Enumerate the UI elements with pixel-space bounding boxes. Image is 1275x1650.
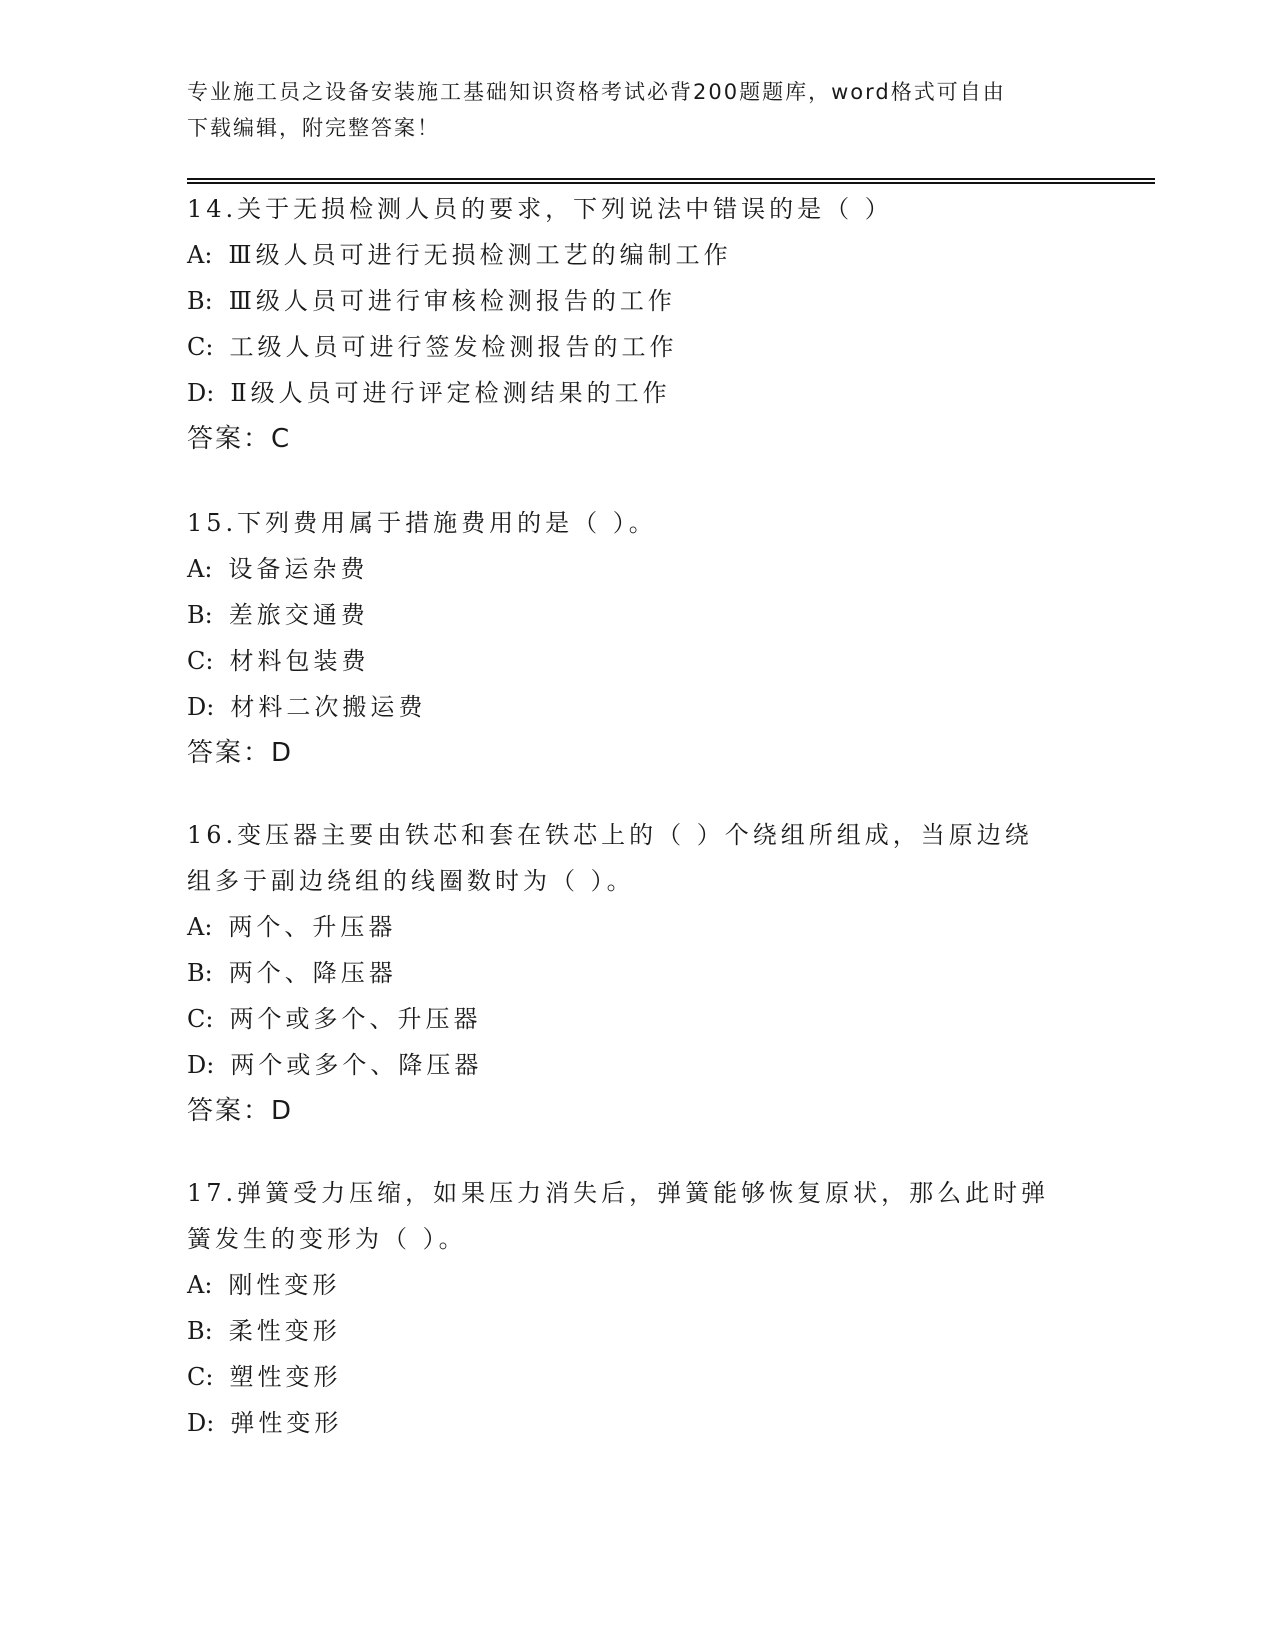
header-line-1: 专业施工员之设备安装施工基础知识资格考试必背200题题库，word格式可自由 bbox=[187, 80, 1006, 104]
question-14 bbox=[187, 186, 1087, 462]
answer-label: 答案：D bbox=[187, 738, 294, 768]
question-15 bbox=[187, 500, 1087, 776]
option-c: C: 塑性变形 bbox=[187, 1363, 342, 1391]
question-stem-line-1: 16.变压器主要由铁芯和套在铁芯上的（ ）个绕组所组成，当原边绕 bbox=[187, 821, 1033, 849]
answer-label: 答案：D bbox=[187, 1096, 294, 1126]
option-d: D: 材料二次搬运费 bbox=[187, 693, 427, 721]
question-stem-line-2: 簧发生的变形为（ ）。 bbox=[187, 1225, 467, 1253]
option-b: B: 柔性变形 bbox=[187, 1317, 341, 1345]
question-stem: 14.关于无损检测人员的要求，下列说法中错误的是（ ） bbox=[187, 195, 893, 223]
question-16 bbox=[187, 812, 1087, 1134]
option-b: B: 差旅交通费 bbox=[187, 601, 369, 629]
question-stem: 15.下列费用属于措施费用的是（ ）。 bbox=[187, 509, 657, 537]
option-d: D: 弹性变形 bbox=[187, 1409, 343, 1437]
option-a: A: 刚性变形 bbox=[187, 1271, 341, 1299]
option-d: D: Ⅱ级人员可进行评定检测结果的工作 bbox=[187, 379, 671, 407]
option-b: B: Ⅲ级人员可进行审核检测报告的工作 bbox=[187, 287, 676, 315]
header-divider-bottom bbox=[187, 182, 1155, 184]
option-b: B: 两个、降压器 bbox=[187, 959, 397, 987]
answer-label: 答案：C bbox=[187, 424, 292, 454]
option-c: C: 材料包装费 bbox=[187, 647, 370, 675]
question-17 bbox=[187, 1170, 1087, 1446]
option-a: A: 两个、升压器 bbox=[187, 913, 397, 941]
option-c: C: 两个或多个、升压器 bbox=[187, 1005, 482, 1033]
header-divider-top bbox=[187, 178, 1155, 180]
header-line-2: 下载编辑，附完整答案！ bbox=[187, 116, 440, 140]
option-c: C: 工级人员可进行签发检测报告的工作 bbox=[187, 333, 678, 361]
option-d: D: 两个或多个、降压器 bbox=[187, 1051, 483, 1079]
option-a: A: Ⅲ级人员可进行无损检测工艺的编制工作 bbox=[187, 241, 732, 269]
question-stem-line-1: 17.弹簧受力压缩，如果压力消失后，弹簧能够恢复原状，那么此时弹 bbox=[187, 1179, 1050, 1207]
option-a: A: 设备运杂费 bbox=[187, 555, 369, 583]
question-stem-line-2: 组多于副边绕组的线圈数时为（ ）。 bbox=[187, 867, 635, 895]
document-header bbox=[187, 74, 1087, 146]
